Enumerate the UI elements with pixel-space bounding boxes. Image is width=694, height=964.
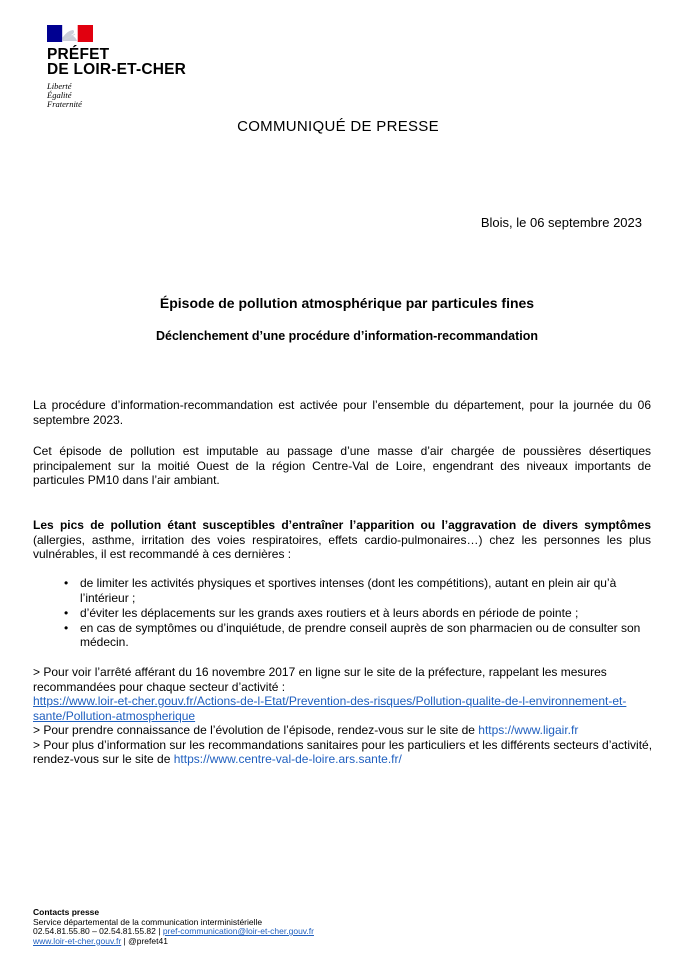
arrete-link[interactable]: https://www.loir-et-cher.gouv.fr/Actions-de-l-Etat/Prevention-des-risques/Pollution-qualite-de-l-environnement-et-sante/Pollution-atmospherique <box>33 694 627 723</box>
bullet-icon: • <box>64 576 69 590</box>
bullet-icon: • <box>64 606 69 620</box>
ligair-link[interactable]: https://www.ligair.fr <box>478 723 579 737</box>
ligair-line <box>33 723 663 738</box>
ligair-text: > Pour prendre connaissance de l’évolution de l’épisode, rendez-vous sur le site de <box>33 723 479 737</box>
prefet-line-1: PRÉFET <box>47 46 110 63</box>
prefet-line-2: DE LOIR-ET-CHER <box>47 61 187 78</box>
press-contacts <box>33 908 314 946</box>
main-title: Épisode de pollution atmosphérique par particules fines <box>159 295 535 311</box>
prefet-title <box>47 47 186 77</box>
paragraph-cause: Cet épisode de pollution est imputable au passage d’une masse d’air chargée de poussières désertiques principalement sur la moitié Ouest de la région Centre-Val de Loire, engendrant des niveaux importants de particules PM10 dans l’air ambiant. <box>33 444 651 487</box>
paragraph-recommendations-bold: Les pics de pollution étant susceptibles d’entraîner l’apparition ou l’aggravation de divers symptômes <box>33 518 651 532</box>
ars-text: > Pour plus d’information sur les recommandations sanitaires pour les particuliers et les différents secteurs d’activité, rendez-vous sur le site de <box>33 737 653 766</box>
paragraph-activation: La procédure d’information-recommandation est activée pour l’ensemble du département, pour la journée du 06 septembre 2023. <box>33 398 651 427</box>
motto-egalite: Égalité <box>47 90 72 100</box>
contacts-phones: 02.54.81.55.80 – 02.54.81.55.82 | <box>33 926 163 936</box>
list-item-text: de limiter les activités physiques et sportives intenses (dont les compétitions), autant en plein air qu’à l’intérieur ; <box>80 576 617 605</box>
contacts-heading: Contacts presse <box>33 907 100 917</box>
arrete-text: > Pour voir l’arrêté afférant du 16 novembre 2017 en ligne sur le site de la préfecture, rappelant les mesures recommandées pour chaque secteur d’activité : <box>33 665 607 694</box>
date-line: Blois, le 06 septembre 2023 <box>480 215 642 230</box>
bullet-icon: • <box>64 620 69 635</box>
sub-title: Déclenchement d’une procédure d’information-recommandation <box>155 329 538 343</box>
list-item <box>62 576 654 605</box>
prefecture-logo <box>47 25 186 109</box>
marianne-flag-icon <box>47 25 93 42</box>
contacts-social: | @prefet41 <box>121 935 168 946</box>
list-item-text: d’éviter les déplacements sur les grands axes routiers et à leurs abords en période de pointe ; <box>80 606 579 620</box>
list-item <box>62 606 654 621</box>
contacts-web-line <box>33 937 314 947</box>
paragraph-recommendations-rest: (allergies, asthme, irritation des voies respiratoires, effets cardio-pulmonaires…) chez les personnes les plus vulnérables, il est recommandé à ces dernières : <box>33 532 651 561</box>
recommendation-list <box>62 576 654 650</box>
paragraph-recommendations <box>33 518 651 562</box>
list-item-text: en cas de symptômes ou d’inquiétude, de prendre conseil auprès de son pharmacien ou de consulter son médecin. <box>80 620 641 649</box>
ars-link[interactable]: https://www.centre-val-de-loire.ars.sante.fr/ <box>173 752 402 766</box>
document-kind: COMMUNIQUÉ DE PRESSE <box>237 118 439 135</box>
contacts-email-link[interactable]: pref-communication@loir-et-cher.gouv.fr <box>162 926 314 936</box>
motto-liberte: Liberté <box>47 81 72 91</box>
contacts-website-link[interactable]: www.loir-et-cher.gouv.fr <box>33 935 122 946</box>
ars-line <box>33 738 663 767</box>
list-item <box>62 621 654 650</box>
contacts-service: Service départemental de la communication interministérielle <box>33 916 263 927</box>
motto-fraternite: Fraternité <box>47 99 82 109</box>
links-block <box>33 665 663 767</box>
republic-motto <box>47 82 186 109</box>
